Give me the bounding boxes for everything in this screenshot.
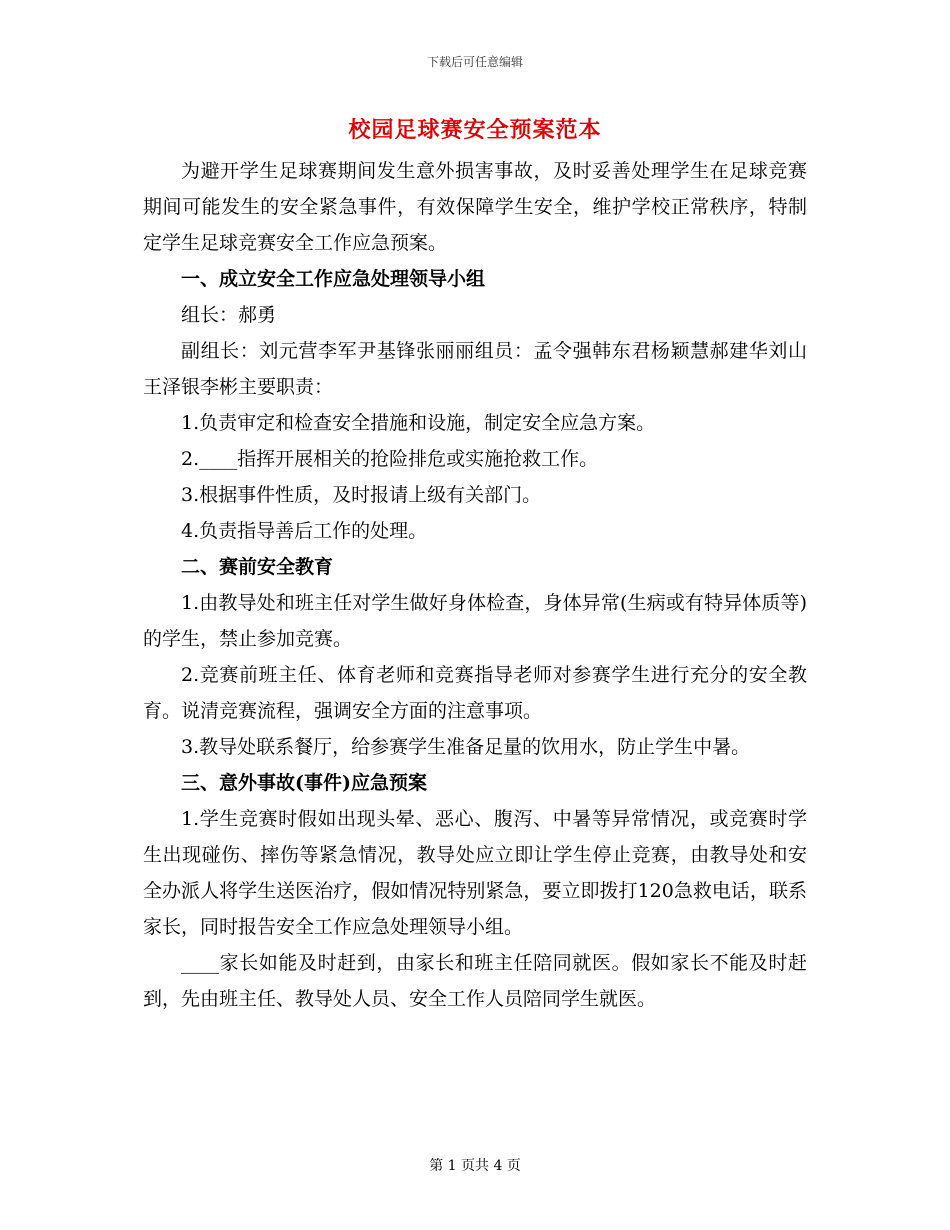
education-item-2: 2.竞赛前班主任、体育老师和竞赛指导老师对参赛学生进行充分的安全教育。说清竞赛流程，强调安全方面的注意事项。 (143, 664, 807, 722)
education-item-1: 1.由教导处和班主任对学生做好身体检查，身体异常(生病或有特异体质等)的学生，禁止参加竞赛。 (143, 592, 807, 650)
duty-item-3: 3.根据事件性质，及时报请上级有关部门。 (181, 484, 542, 506)
education-item-3: 3.教导处联系餐厅，给参赛学生准备足量的饮用水，防止学生中暑。 (181, 736, 751, 758)
section-heading-2: 二、赛前安全教育 (181, 556, 334, 578)
members-paragraph: 副组长：刘元营李军尹基锋张丽丽组员：孟令强韩东君杨颖慧郝建华刘山王泽银李彬主要职责： (143, 340, 807, 398)
leader-line: 组长：郝勇 (181, 304, 277, 326)
section-heading-1: 一、成立安全工作应急处理领导小组 (181, 268, 486, 290)
emergency-item-1: 1.学生竞赛时假如出现头晕、恶心、腹泻、中暑等异常情况，或竞赛时学生出现碰伤、摔伤等紧急情况，教导处应立即让学生停止竞赛，由教导处和安全办派人将学生送医治疗，假如情况特别紧急，要立即拨打120急救电话，联系家长，同时报告安全工作应急处理领导小组。 (143, 808, 807, 938)
page-footer-number: 第 1 页共 4 页 (429, 1158, 521, 1174)
document-body (143, 153, 807, 1017)
intro-paragraph: 为避开学生足球赛期间发生意外损害事故，及时妥善处理学生在足球竞赛期间可能发生的安全紧急事件，有效保障学生安全，维护学校正常秩序，特制定学生足球竞赛安全工作应急预案。 (143, 160, 807, 254)
section-heading-3: 三、意外事故(事件)应急预案 (181, 772, 427, 794)
duty-item-2: 2.____指挥开展相关的抢险排危或实施抢救工作。 (181, 448, 599, 470)
duty-item-1: 1.负责审定和检查安全措施和设施，制定安全应急方案。 (181, 412, 656, 434)
duty-item-4: 4.负责指导善后工作的处理。 (181, 520, 428, 542)
page-header-note: 下载后可任意编辑 (426, 55, 523, 69)
document-title: 校园足球赛安全预案范本 (348, 117, 602, 143)
emergency-paragraph-2: ____家长如能及时赶到，由家长和班主任陪同就医。假如家长不能及时赶到，先由班主任、教导处人员、安全工作人员陪同学生就医。 (143, 952, 807, 1010)
